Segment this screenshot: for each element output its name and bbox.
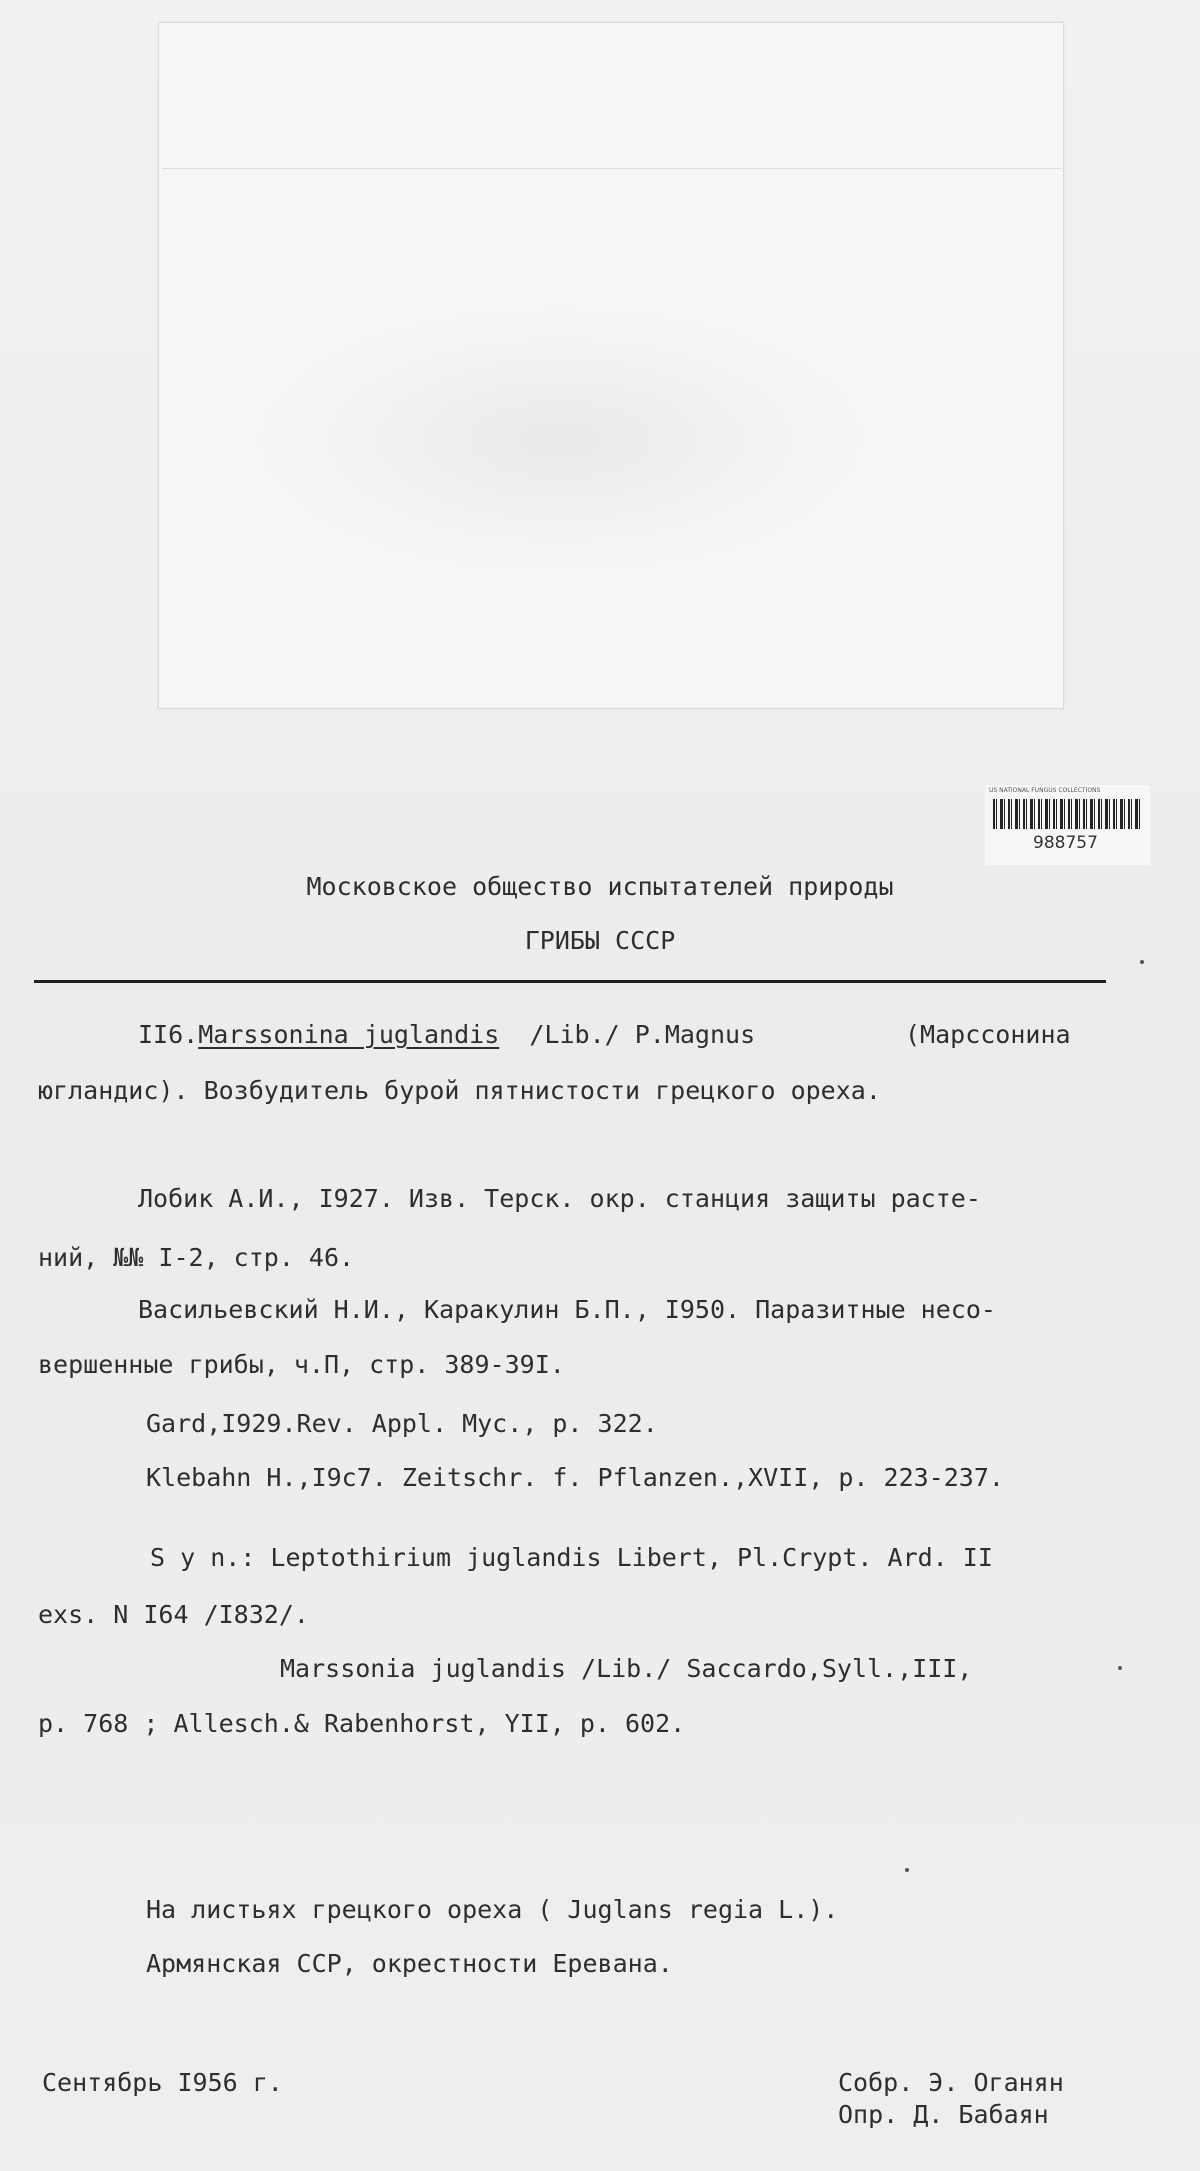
- synonym-line: p. 768 ; Allesch.& Rabenhorst, YII, p. 602.: [38, 1709, 686, 1738]
- species-authors: /Lib./ P.Magnus: [529, 1020, 756, 1049]
- speck: [1140, 960, 1144, 964]
- barcode-bars: [993, 799, 1141, 829]
- locality-line: Армянская ССР, окрестности Еревана.: [146, 1949, 673, 1978]
- synonym-line: S y n.: Leptothirium juglandis Libert, Pl.Crypt. Ard. II: [150, 1543, 993, 1572]
- habitat-line: На листьях грецкого ореха ( Juglans regia L.).: [146, 1895, 839, 1924]
- reference-line: вершенные грибы, ч.П, стр. 389-39I.: [38, 1350, 565, 1379]
- reference-line: Gard,I929.Rev. Appl. Myc., p. 322.: [146, 1409, 658, 1438]
- reference-line: Васильевский Н.И., Каракулин Б.П., I950. Паразитные несо-: [138, 1295, 996, 1324]
- collector: Собр. Э. Оганян: [838, 2068, 1064, 2097]
- synonym-line: exs. N I64 /I832/.: [38, 1600, 309, 1629]
- barcode-caption: US NATIONAL FUNGUS COLLECTIONS: [989, 787, 1101, 794]
- speck: [1118, 1666, 1122, 1670]
- header-rule: [34, 980, 1106, 983]
- leaf-impression: [260, 310, 860, 570]
- packet-fold-line: [162, 168, 1062, 169]
- reference-line: ний, №№ I-2, стр. 46.: [38, 1243, 355, 1272]
- society-title: Московское общество испытателей природы: [306, 872, 894, 901]
- reference-line: Klebahn H.,I9c7. Zeitschr. f. Pflanzen.,XVII, p. 223-237.: [146, 1463, 1004, 1492]
- species-name: Marssonina juglandis: [198, 1020, 500, 1049]
- entry-line-1: [138, 1020, 755, 1050]
- series-title: ГРИБЫ СССР: [524, 926, 676, 955]
- barcode-label: [985, 785, 1150, 865]
- vernacular-name-description: югландис). Возбудитель бурой пятнистости грецкого ореха.: [38, 1076, 881, 1105]
- collection-date: Сентябрь I956 г.: [42, 2068, 283, 2097]
- entry-number: II6.: [138, 1020, 199, 1049]
- reference-line: Лобик А.И., I927. Изв. Терск. окр. станция защиты расте-: [138, 1184, 981, 1213]
- synonym-line: Marssonia juglandis /Lib./ Saccardo,Syll.,III,: [280, 1654, 973, 1683]
- vernacular-name-start: (Марссонина: [905, 1020, 1071, 1049]
- determiner: Опр. Д. Бабаян: [838, 2100, 1049, 2129]
- speck: [905, 1868, 909, 1872]
- barcode-number: 988757: [1033, 833, 1098, 853]
